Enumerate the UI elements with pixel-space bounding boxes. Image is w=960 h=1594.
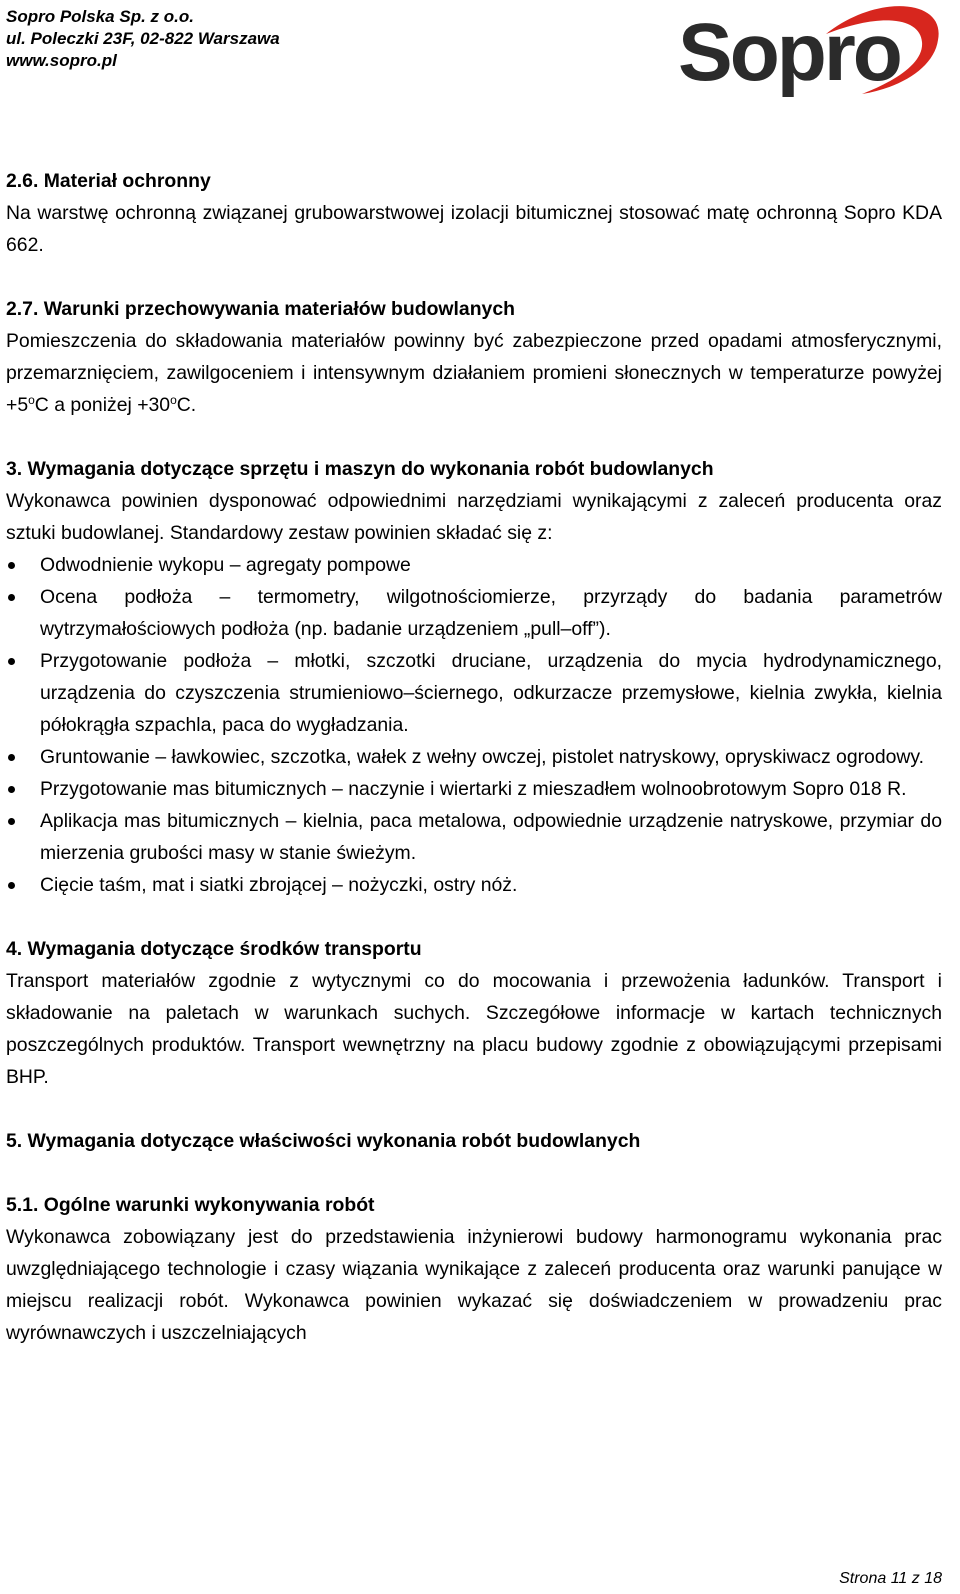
section-3-heading: 3. Wymagania dotyczące sprzętu i maszyn do wykonania robót budowlanych [6,458,714,480]
section-2-6-heading: 2.6. Materiał ochronny [6,170,211,192]
section-5-1-heading: 5.1. Ogólne warunki wykonywania robót [6,1194,375,1216]
list-item: Przygotowanie podłoża – młotki, szczotki druciane, urządzenia do mycia hydrodynamicznego, urządzenia do czyszczenia strumieniowo–ściernego, odkurzacze przemysłowe, kielnia zwykła, kielnia półokrągła szpachla, paca do wygładzania. [6,645,942,741]
section-2-7-text-b: C a poniżej +30 [34,394,171,416]
list-item: Odwodnienie wykopu – agregaty pompowe [6,549,942,581]
section-2-7-text-a: Pomieszczenia do składowania materiałów powinny być zabezpieczone przed opadami atmosferycznymi, przemarznięciem, zawilgoceniem i intensywnym działaniem promieni słonecznych w temperaturze powyżej +5 [6,330,942,416]
list-item: Gruntowanie – ławkowiec, szczotka, wałek z wełny owczej, pistolet natryskowy, opryskiwacz ogrodowy. [6,741,942,773]
sopro-logo [676,0,960,100]
section-5-1-text: Wykonawca zobowiązany jest do przedstawienia inżynierowi budowy harmonogramu wykonania prac uwzględniającego technologie i czasy wiązania wynikające z zaleceń producenta oraz warunki panujące w miejscu realizacji robót. Wykonawca powinien wykazać się doświadczeniem w prowadzeniu prac wyrównawczych i uszczelniających [6,1226,942,1344]
bullet-icon [8,594,15,601]
section-4-text: Transport materiałów zgodnie z wytycznymi co do mocowania i przewożenia ładunków. Transport i składowanie na paletach w warunkach suchych. Szczegółowe informacje w kartach technicznych poszczególnych produktów. Transport wewnętrzny na placu budowy zgodnie z obowiązującymi przepisami BHP. [6,970,942,1088]
section-2-7-heading: 2.7. Warunki przechowywania materiałów budowlanych [6,298,515,320]
section-2-6-text: Na warstwę ochronną związanej grubowarstwowej izolacji bitumicznej stosować matę ochronną Sopro KDA 662. [6,202,942,256]
list-item: Przygotowanie mas bitumicznych – naczynie i wiertarki z mieszadłem wolnoobrotowym Sopro 018 R. [6,773,942,805]
section-4-heading: 4. Wymagania dotyczące środków transportu [6,938,422,960]
degree-symbol-2: o [170,393,177,407]
document-body [6,165,942,1349]
bullet-icon [8,658,15,665]
page-header [0,0,960,110]
degree-symbol-1: o [28,393,35,407]
list-item: Ocena podłoża – termometry, wilgotnościomierze, przyrządy do badania parametrów wytrzymałościowych podłoża (np. badanie urządzeniem „pull–off”). [6,581,942,645]
company-address: ul. Poleczki 23F, 02-822 Warszawa [6,29,280,48]
bullet-icon [8,562,15,569]
section-2-7-text [6,325,942,421]
bullet-icon [8,818,15,825]
section-2-7-text-c: C. [176,394,197,416]
sopro-logo-graphic [676,0,960,100]
company-website: www.sopro.pl [6,51,117,70]
list-item: Cięcie taśm, mat i siatki zbrojącej – nożyczki, ostry nóż. [6,869,942,901]
page-number: Strona 11 z 18 [839,1570,942,1587]
bullet-icon [8,786,15,793]
list-item: Aplikacja mas bitumicznych – kielnia, paca metalowa, odpowiednie urządzenie natryskowe, przymiar do mierzenia grubości masy w stanie świeżym. [6,805,942,869]
equipment-list [6,549,942,901]
section-3-text: Wykonawca powinien dysponować odpowiednimi narzędziami wynikającymi z zaleceń producenta oraz sztuki budowlanej. Standardowy zestaw powinien składać się z: [6,490,942,544]
section-5-heading: 5. Wymagania dotyczące właściwości wykonania robót budowlanych [6,1130,641,1152]
logo-wordmark: Sopro [678,7,900,98]
company-info [6,6,280,72]
bullet-icon [8,754,15,761]
bullet-icon [8,882,15,889]
company-name: Sopro Polska Sp. z o.o. [6,7,194,26]
